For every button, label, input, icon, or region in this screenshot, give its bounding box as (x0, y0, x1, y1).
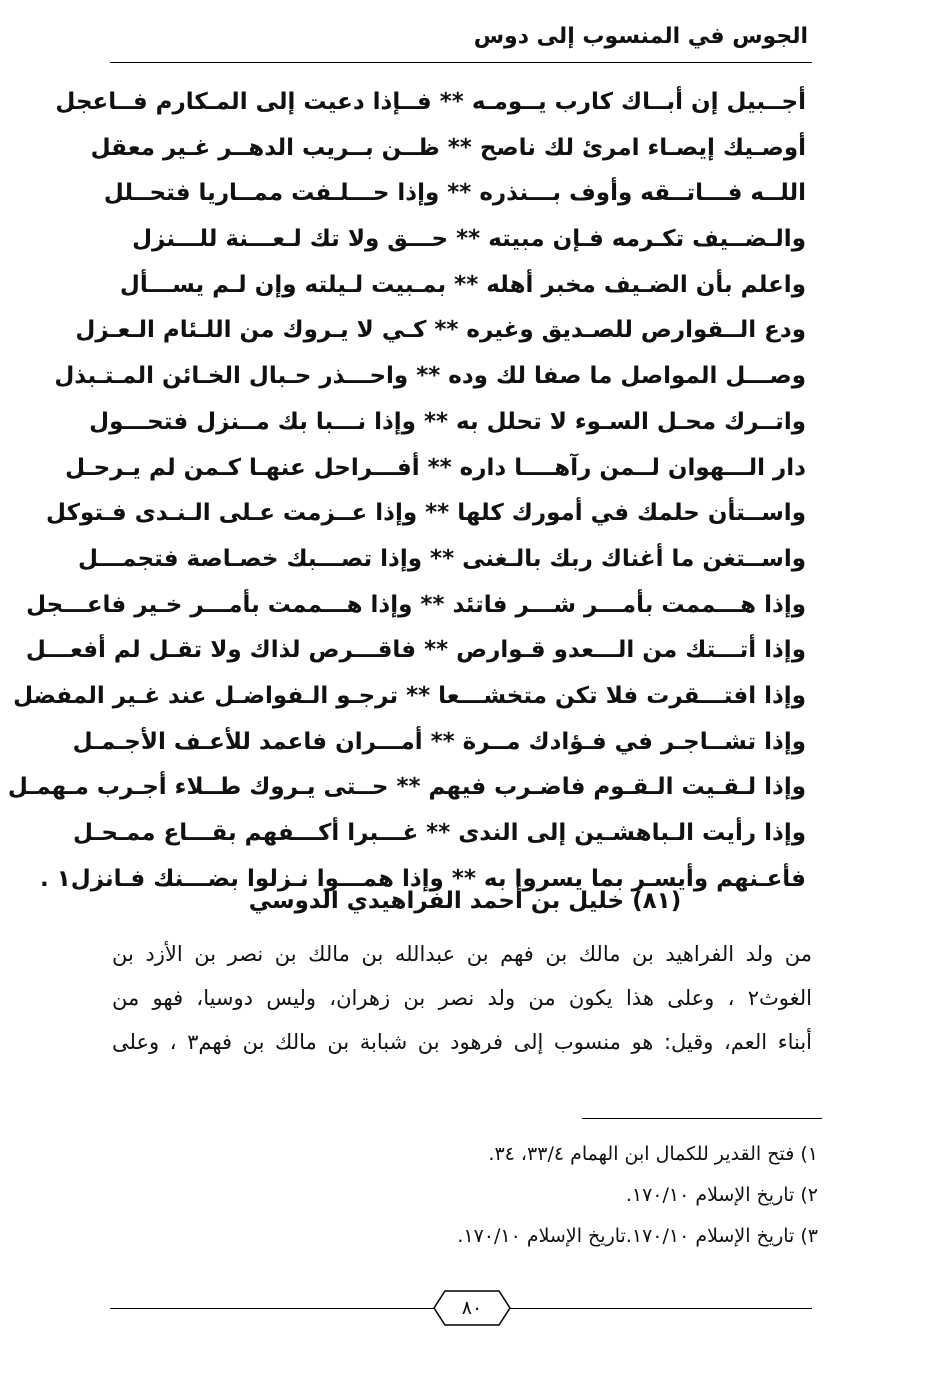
prose-line: الغوث٢ ، وعلى هذا يكون من ولد نصر بن زهران، وليس دوسيا، فهو من (112, 986, 812, 1010)
poem-verse: أوصـيك إيصـاء امرئ لك ناصح ** ظــن بــريب الدهــر غـير معقل (90, 134, 806, 161)
poem-verse: وإذا افتـــقرت فلا تكن متخشـــعا ** ترجـو الـفواضـل عند غـير المفضل (13, 682, 806, 709)
footnote: ٣) تاريخ الإسلام ١٧٠/١٠.تاريخ الإسلام ١٧٠/١٠. (457, 1225, 818, 1247)
header-rule (110, 62, 812, 63)
poem-verse: وإذا هـــممت بأمـــر شـــر فاتئد ** وإذا هـــممت بأمـــر خـير فاعـــجل (26, 591, 806, 618)
poem-verse: وإذا أتـــتك من الـــعدو قـوارص ** فاقـــرص لذاك ولا تقـل لم أفعـــل (25, 637, 806, 664)
page-number: ٨٠ (461, 1297, 483, 1319)
footnote: ٢) تاريخ الإسلام ١٧٠/١٠. (625, 1184, 818, 1206)
poem (7, 80, 806, 902)
prose-line: أبناء العم، وقيل: هو منسوب إلى فرهود بن شبابة بن مالك بن فهم٣ ، وعلى (112, 1030, 812, 1054)
footnote: ١) فتح القدير للكمال ابن الهمام ٣٣/٤، ٣٤. (488, 1143, 818, 1165)
poem-verse: واعلم بأن الضـيف مخبر أهله ** بمـبيت لـيلته وإن لـم يســـأل (119, 271, 806, 298)
prose-paragraph (112, 932, 812, 1064)
running-header: الجوس في المنسوب إلى دوس (473, 24, 808, 49)
footnote-rule (582, 1118, 822, 1119)
poem-verse: وإذا رأيت الـباهشـين إلى الندى ** غـــبرا أكـــفهم بقـــاع ممـحـل (73, 820, 806, 846)
poem-verse: واســتأن حلمك في أمورك كلها ** وإذا عــزمت عـلى الـنـدى فـتوكل (46, 500, 806, 527)
footnotes (218, 1134, 818, 1257)
poem-verse: فأعـنهم وأيسـر بما يسروا به ** وإذا همـــوا نـزلوا بضـــنك فـانزل١ . (39, 865, 806, 892)
poem-verse: والـضــيف تكـرمه فـإن مبيته ** حـــق ولا تك لـعـــنة للـــنزل (132, 226, 806, 253)
page-number-badge (433, 1290, 511, 1326)
poem-verse: واســتغن ما أغناك ربك بالـغنى ** وإذا تصـــبك خصـاصة فتجمـــل (77, 545, 806, 572)
poem-verse: وصـــل المواصل ما صفا لك وده ** واحـــذر حـبال الخـائن المـتـبذل (54, 363, 806, 390)
poem-verse: ودع الــقوارص للصـديق وغيره ** كـي لا يـروك من اللـئام الـعـزل (75, 317, 806, 344)
poem-verse: دار الـــهوان لــمن رآهــــا داره ** أفـــراحل عنهـا كـمن لم يـرحـل (65, 454, 806, 481)
poem-verse: أجــبيل إن أبــاك كارب يــومـه ** فــإذا دعيت إلى المـكارم فــاعجل (55, 89, 806, 115)
poem-verse: اللــه فـــاتــقه وأوف بـــنذره ** وإذا حـــلـفت ممــاريا فتحــلل (103, 180, 806, 207)
poem-verse: وإذا لـقـيت الـقـوم فاضـرب فيهم ** حــتى يـروك طــلاء أجـرب مـهمـل (7, 774, 806, 801)
prose-line: من ولد الفراهيد بن مالك بن فهم بن عبدالله بن مالك بن نصر بن الأزد بن (112, 942, 812, 966)
section-title: (٨١) خليل بن أحمد الفراهيدي الدوسي (248, 888, 682, 914)
poem-verse: واتــرك محـل السـوء لا تحلل به ** وإذا نـــبا بك مــنزل فتحـــول (89, 408, 806, 435)
poem-verse: وإذا تشــاجـر في فـؤادك مــرة ** أمـــران فاعمد للأعـف الأجـمـل (72, 728, 806, 755)
